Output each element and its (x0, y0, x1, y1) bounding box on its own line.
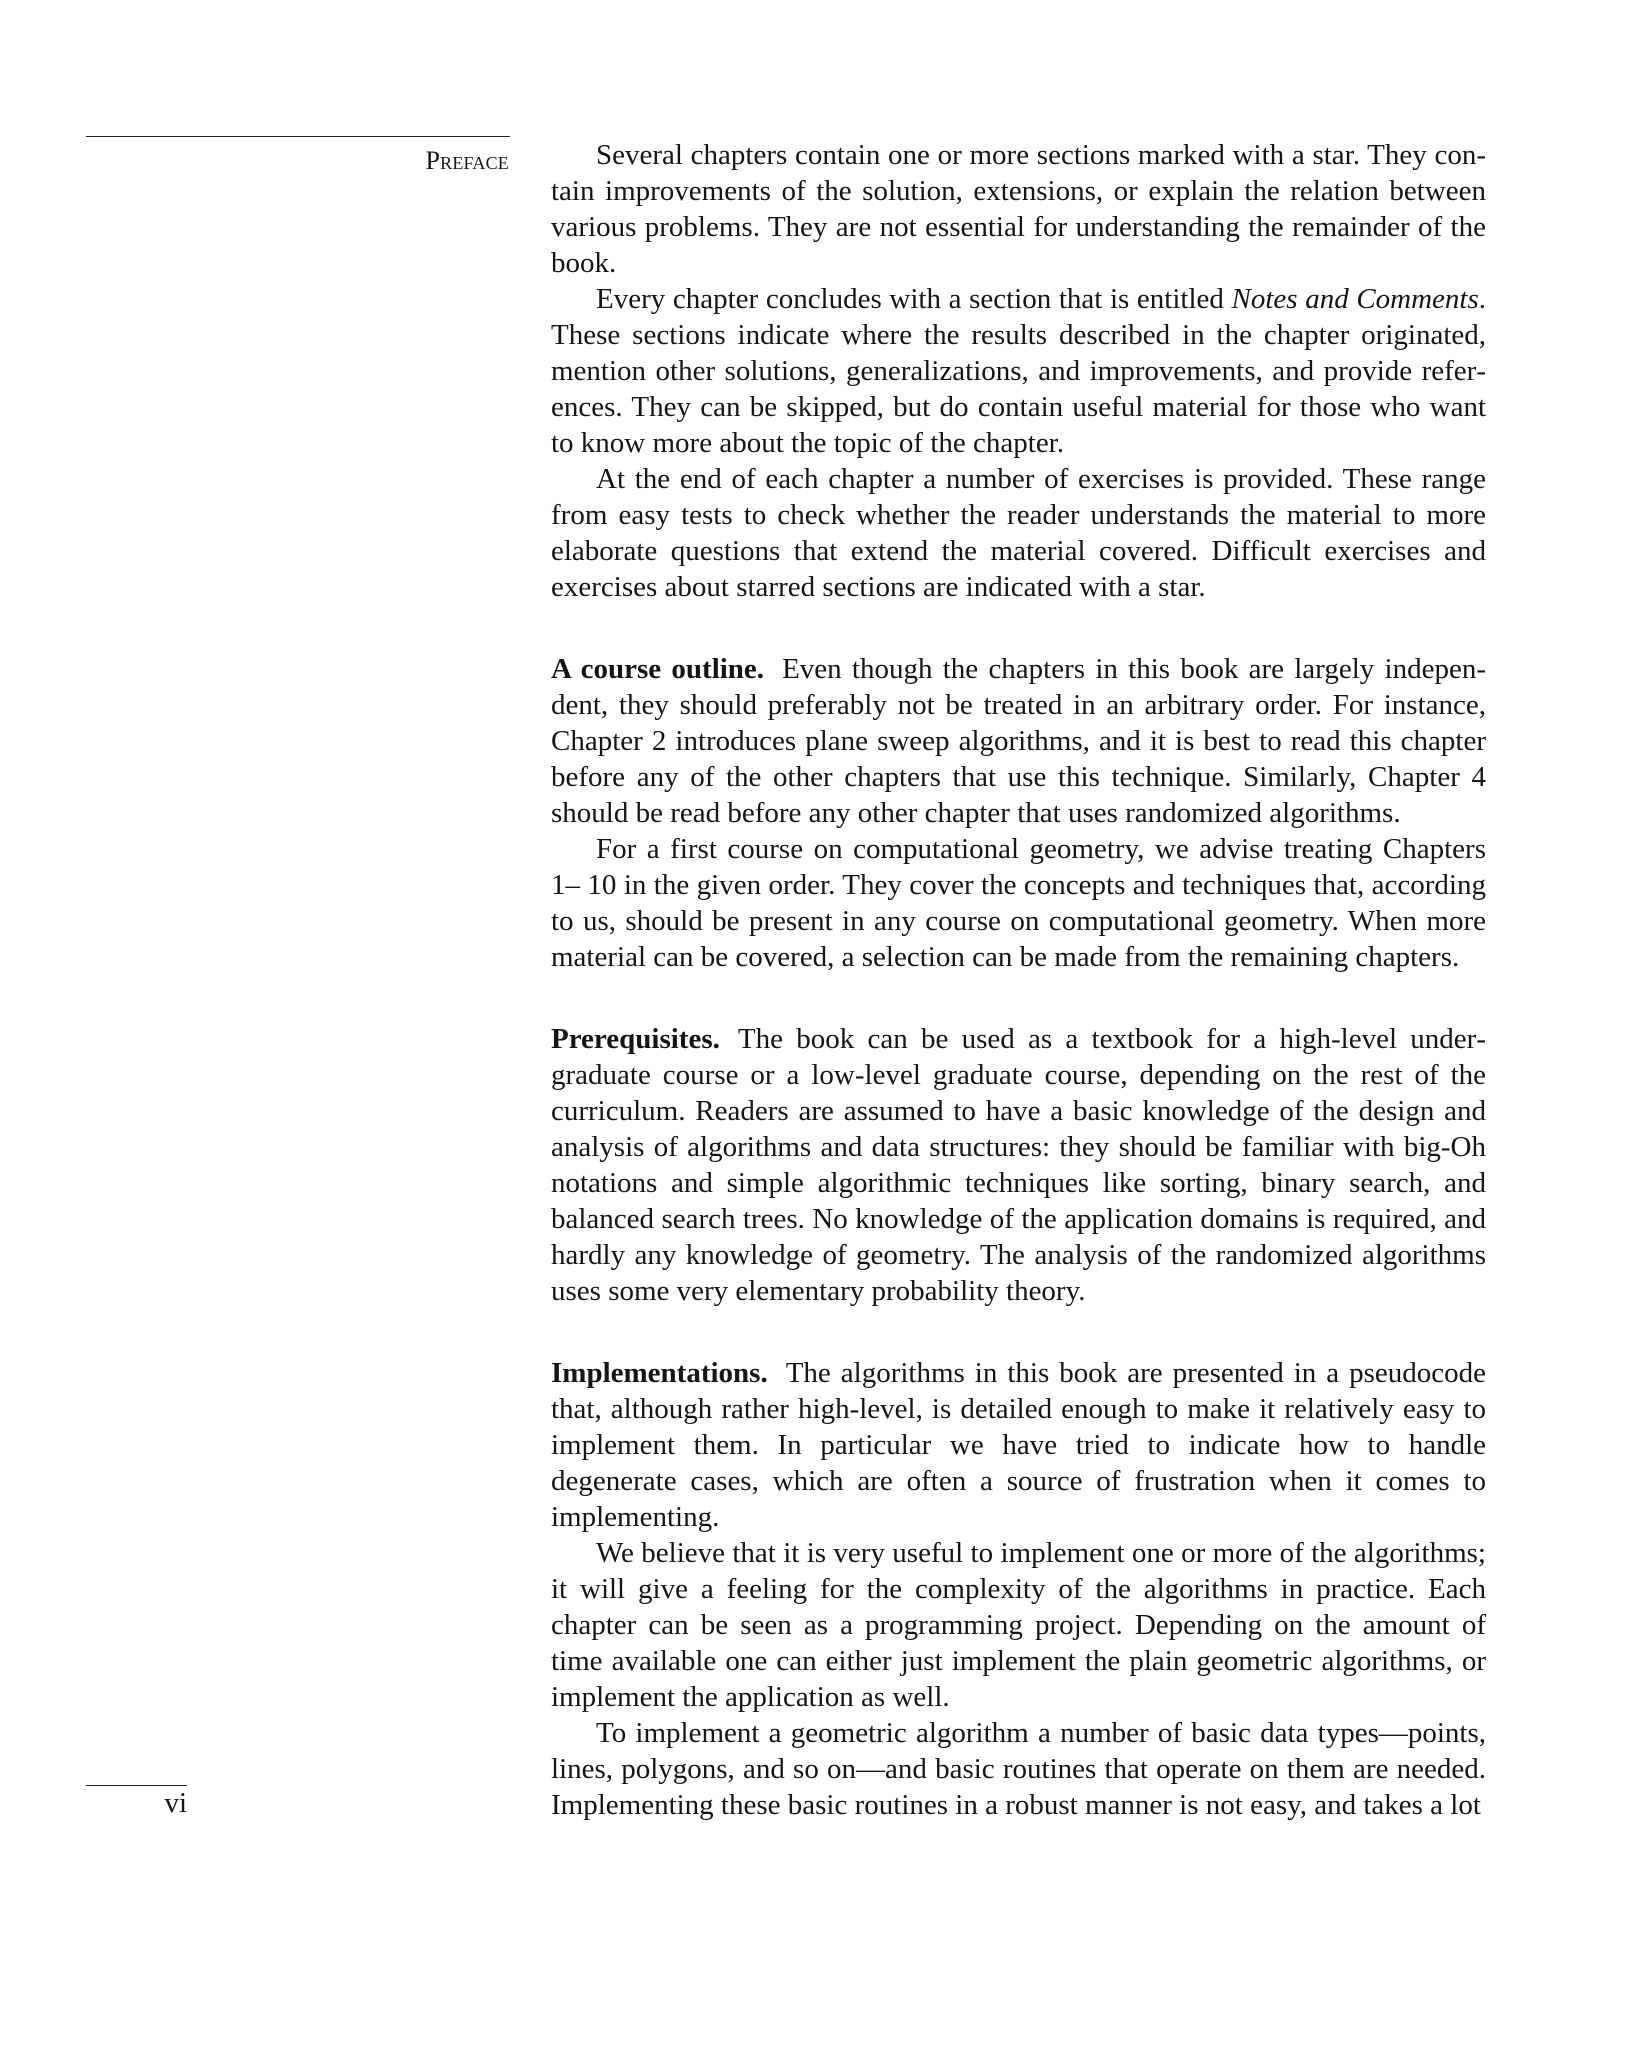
main-text-column (551, 137, 1486, 1823)
paragraph-text: The algorithms in this book are presented in a pseudocode that, although rather high-level, is detailed enough to make it relatively easy to implement them. In particular we have tried to indicate how to handle degenerate cases, which are often a source of frustration when it comes to implementing. (551, 1357, 1486, 1533)
section-heading-course-outline: A course outline. (551, 653, 765, 685)
paragraph-basic-data-types: To implement a geometric algorithm a number of basic data types—points, lines, polygons, and so on—and basic routines that operate on them are needed. Implementing these basic routines in a robust manner is not easy, and takes a lot (551, 1717, 1486, 1821)
paragraph-text: Every chapter concludes with a section that is entitled (596, 283, 1232, 315)
italic-title: Notes and Comments (1231, 283, 1479, 315)
paragraph-implementation-benefit: We believe that it is very useful to implement one or more of the algorithms; it will give a feeling for the complexity of the algorithms in practice. Each chapter can be seen as a programming project. Depending on the amount of time available one can either just implement the plain geometric algorithms, or implement the application as well. (551, 1537, 1486, 1713)
paragraph-first-course: For a first course on computational geometry, we advise treating Chapters 1– 10 in the given order. They cover the concepts and techniques that, according to us, should be present in any course on computational geometry. When more material can be covered, a selection can be made from the remaining chapters. (551, 833, 1486, 973)
section-heading-implementations: Implementations. (551, 1357, 768, 1389)
paragraph-exercises: At the end of each chapter a number of exercises is provided. These range from easy tests to check whether the reader understands the material to more elaborate questions that extend the material covered. Difficult exercises and exercises about starred sections are indicated with a star. (551, 463, 1486, 603)
paragraph-starred-sections: Several chapters contain one or more sections marked with a star. They contain improvements of the solution, extensions, or explain the relation between various problems. They are not essential for understanding the remainder of the book. (551, 139, 1486, 279)
section-course-outline (551, 651, 1486, 831)
folio-rule (86, 1785, 187, 1786)
paragraph-notes-and-comments (551, 281, 1486, 461)
section-heading-prerequisites: Prerequisites. (551, 1023, 720, 1055)
section-prerequisites (551, 1021, 1486, 1309)
page-number: vi (164, 1787, 187, 1819)
running-head-rule (86, 136, 510, 137)
running-head: Preface (425, 146, 509, 175)
paragraph-text: The book can be used as a textbook for a high-level undergraduate course or a low-level graduate course, depending on the rest of the curriculum. Readers are assumed to have a basic knowledge of the design and analysis of algorithms and data structures: they should be familiar with big-Oh notations and simple algorithmic techniques like sorting, binary search, and balanced search trees. No knowledge of the application domains is required, and hardly any knowledge of geometry. The analysis of the randomized algorithms uses some very elementary probability theory. (551, 1023, 1486, 1307)
section-implementations (551, 1355, 1486, 1535)
paragraph-text: . These sections indicate where the results described in the chapter originated, mention other solutions, generalizations, and improvements, and provide references. They can be skipped, but do contain useful material for those who want to know more about the topic of the chapter. (551, 283, 1487, 459)
paragraph-text: Even though the chapters in this book are largely independent, they should preferably not be treated in an arbitrary order. For instance, Chapter 2 introduces plane sweep algorithms, and it is best to read this chapter before any of the other chapters that use this technique. Similarly, Chapter 4 should be read before any other chapter that uses randomized algorithms. (551, 653, 1486, 829)
